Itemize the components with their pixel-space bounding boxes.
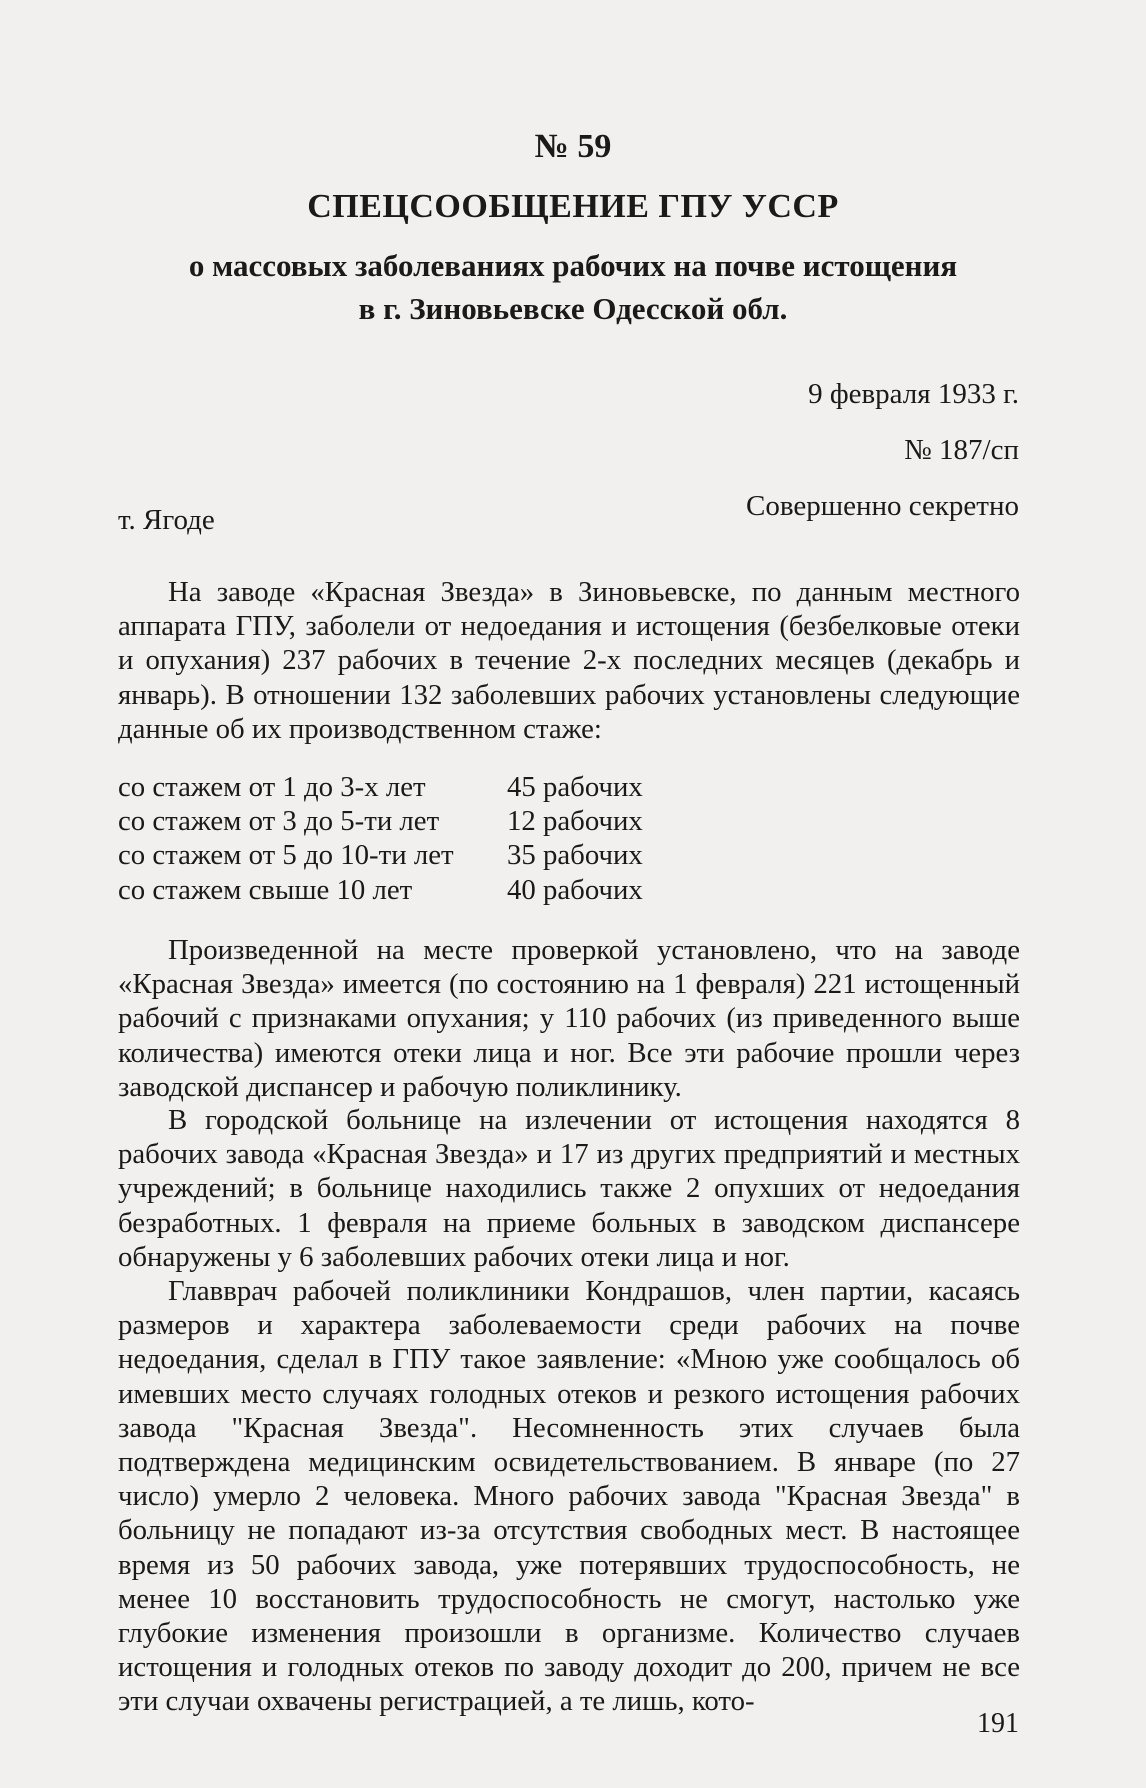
- stats-value: 12 рабочих: [507, 805, 643, 838]
- document-date: 9 февраля 1933 г.: [808, 378, 1019, 410]
- stats-label: со стажем от 1 до 3-х лет: [118, 771, 426, 803]
- stats-row: [118, 804, 643, 838]
- stats-row: [118, 838, 643, 872]
- subtitle-line-2: в г. Зиновьевске Одесской обл.: [358, 291, 788, 326]
- seniority-stats-table: [118, 770, 643, 907]
- stats-value: 40 рабочих: [507, 873, 643, 906]
- classification-label: Совершенно секретно: [746, 490, 1019, 522]
- paragraph-2: Произведенной на месте проверкой установлено, что на заводе «Красная Звезда» имеется (по состоянию на 1 февраля) 221 истощенный рабочий с признаками опухания; у 110 рабочих (из приведенного выше количества) имеются отеки лица и ног. Все эти рабочие прошли через заводской диспансер и рабочую поликлинику.: [118, 934, 1020, 1103]
- page-number: 191: [977, 1708, 1019, 1739]
- stats-label: со стажем свыше 10 лет: [118, 873, 413, 906]
- document-subtitle: [0, 244, 1146, 330]
- stats-value: 35 рабочих: [507, 839, 643, 872]
- stats-row: [118, 873, 643, 907]
- paragraph-3: В городской больнице на излечении от истощения находятся 8 рабочих завода «Красная Звезда» и 17 из других предприятий и местных учреждений; в больнице находились также 2 опухших от недоедания безработных. 1 февраля на приеме больных в заводском диспансере обнаружены у 6 заболевших рабочих отеки лица и ног.: [118, 1104, 1020, 1273]
- document-title: СПЕЦСООБЩЕНИЕ ГПУ УССР: [307, 188, 839, 225]
- stats-value: 45 рабочих: [507, 771, 643, 803]
- addressee: т. Ягоде: [118, 504, 215, 536]
- stats-row: [118, 770, 643, 804]
- document-number: № 59: [534, 128, 612, 165]
- document-registration-number: № 187/сп: [904, 434, 1019, 466]
- subtitle-line-1: о массовых заболеваниях рабочих на почве истощения: [188, 248, 958, 283]
- stats-label: со стажем от 5 до 10-ти лет: [118, 839, 454, 872]
- stats-label: со стажем от 3 до 5-ти лет: [118, 805, 440, 838]
- paragraph-1: На заводе «Красная Звезда» в Зиновьевске, по данным местного аппарата ГПУ, заболели от недоедания и истощения (безбелковые отеки и опухания) 237 рабочих в течение 2-х последних месяцев (декабрь и январь). В отношении 132 заболевших рабочих установлены следующие данные об их производственном стаже:: [118, 576, 1020, 745]
- paragraph-4: Главврач рабочей поликлиники Кондрашов, член партии, касаясь размеров и характера заболеваемости среди рабочих на почве недоедания, сделал в ГПУ такое заявление: «Мною уже сообщалось об имевших место случаях голодных отеков и резкого истощения рабочих завода "Красная Звезда". Несомненность этих случаев была подтверждена медицинским освидетельствованием. В январе (по 27 число) умерло 2 человека. Много рабочих завода "Красная Звезда" в больницу не попадают из-за отсутствия свободных мест. В настоящее время из 50 рабочих завода, уже потерявших трудоспособность, не менее 10 восстановить трудоспособность не смогут, настолько уже глубокие изменения произошли в организме. Количество случаев истощения и голодных отеков по заводу доходит до 200, причем не все эти случаи охвачены регистрацией, а те лишь, кото-: [118, 1275, 1020, 1718]
